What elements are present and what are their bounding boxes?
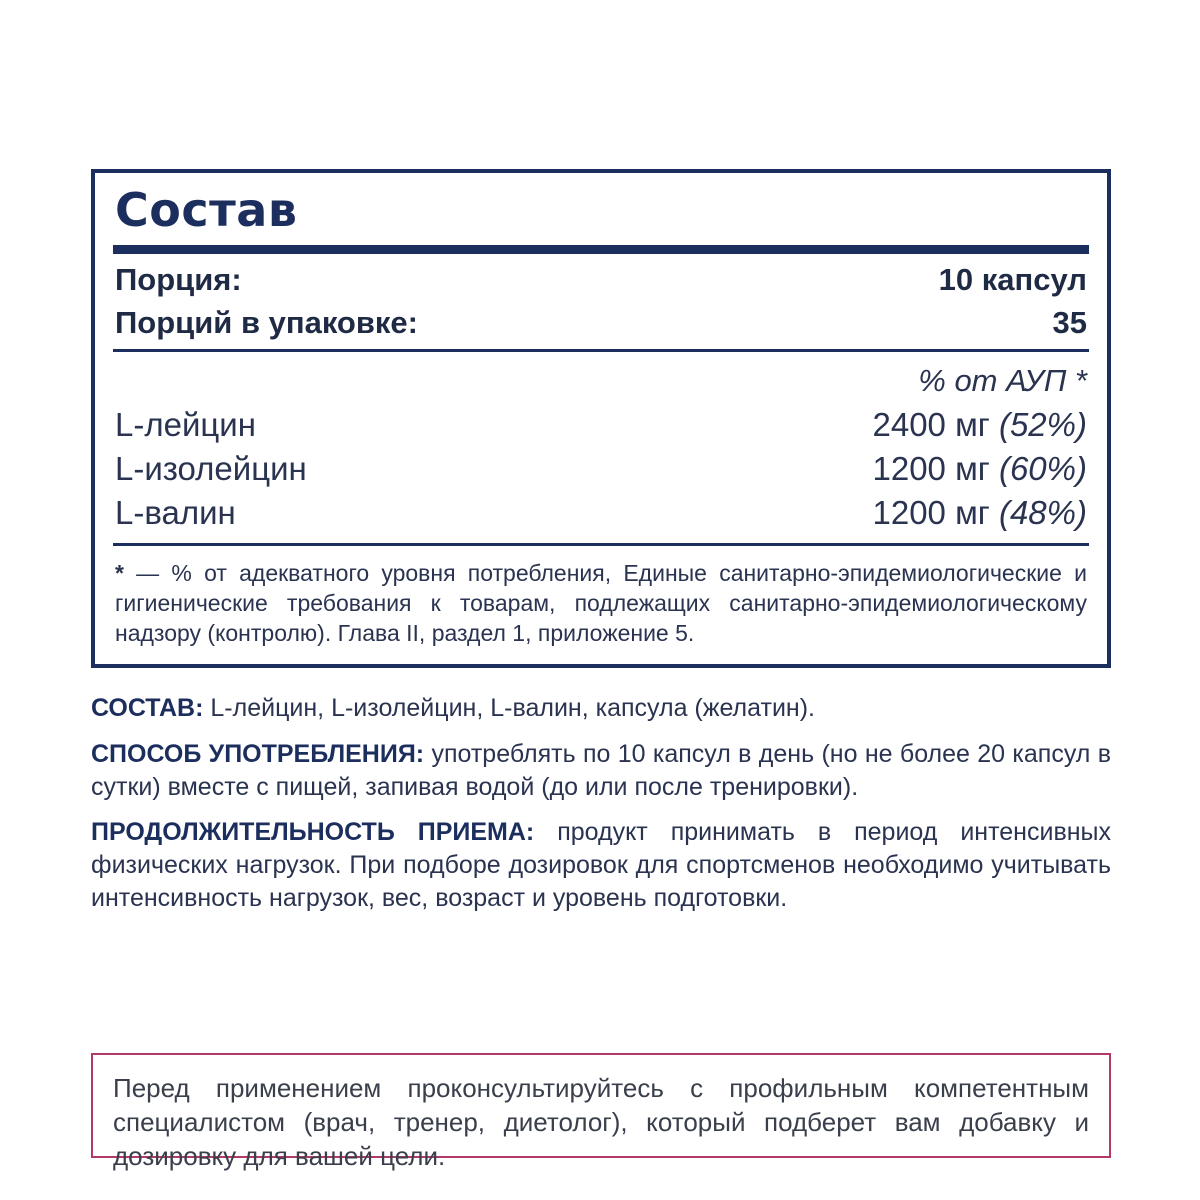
warning-text: Перед применением проконсультируйтесь с профильным компетентным специалистом (врач, тренер, диетолог), который подберет вам добавку и дозировку для вашей цели. (113, 1073, 1089, 1171)
ingredient-row (115, 494, 1087, 532)
footnote-star: * (115, 560, 124, 586)
servings-per-pack-row (115, 304, 1087, 342)
servings-divider (113, 349, 1089, 352)
ingredient-percent: (48%) (998, 494, 1087, 531)
ingredient-name: L-лейцин (115, 406, 256, 443)
ingredient-name: L-валин (115, 494, 236, 531)
ingredient-name: L-изолейцин (115, 450, 307, 487)
footnote (115, 558, 1087, 648)
duration-label: ПРОДОЛЖИТЕЛЬНОСТЬ ПРИЕМА: (91, 818, 535, 846)
ingredient-dose (872, 450, 1087, 488)
ingredient-dose (872, 406, 1087, 444)
ingredient-row (115, 406, 1087, 444)
duration-paragraph (91, 816, 1111, 915)
ingredient-amount: 2400 мг (872, 406, 990, 443)
composition-label: СОСТАВ: (91, 694, 204, 722)
usage-text: употреблять по 10 капсул в день (но не более 20 капсул в сутки) вместе с пищей, запивая водой (до или после тренировки). (91, 740, 1112, 801)
composition-title: Состав (115, 183, 298, 237)
duration-text: продукт принимать в период интенсивных физических нагрузок. При подборе дозировок для спортсменов необходимо учитывать интенсивность нагрузок, вес, возраст и уровень подготовки. (91, 818, 1111, 912)
ingredients-divider (113, 543, 1089, 546)
servings-per-pack-label: Порций в упаковке: (115, 305, 418, 340)
composition-text: L-лейцин, L-изолейцин, L-валин, капсула (желатин). (203, 694, 815, 722)
usage-paragraph (91, 738, 1111, 804)
aup-header: % от АУП * (918, 363, 1087, 398)
ingredient-amount: 1200 мг (872, 450, 990, 487)
ingredient-amount: 1200 мг (872, 494, 990, 531)
ingredient-row (115, 450, 1087, 488)
servings-per-pack-value: 35 (1052, 305, 1087, 340)
title-divider (113, 245, 1089, 254)
warning-box (91, 1053, 1111, 1171)
composition-panel (91, 169, 1111, 668)
footnote-text: — % от адекватного уровня потребления, Единые санитарно-эпидемиологические и гигиенические требования к товарам, подлежащих санитарно-эпидемиологическому надзору (контролю). Глава II, раздел 1, приложение 5. (115, 560, 1087, 646)
usage-label: СПОСОБ УПОТРЕБЛЕНИЯ: (91, 740, 425, 768)
serving-row (115, 261, 1087, 299)
serving-label: Порция: (115, 262, 242, 297)
ingredient-percent: (52%) (998, 406, 1087, 443)
ingredient-dose (872, 494, 1087, 532)
ingredient-percent: (60%) (998, 450, 1087, 487)
serving-value: 10 капсул (938, 262, 1087, 297)
composition-paragraph (91, 692, 1111, 725)
